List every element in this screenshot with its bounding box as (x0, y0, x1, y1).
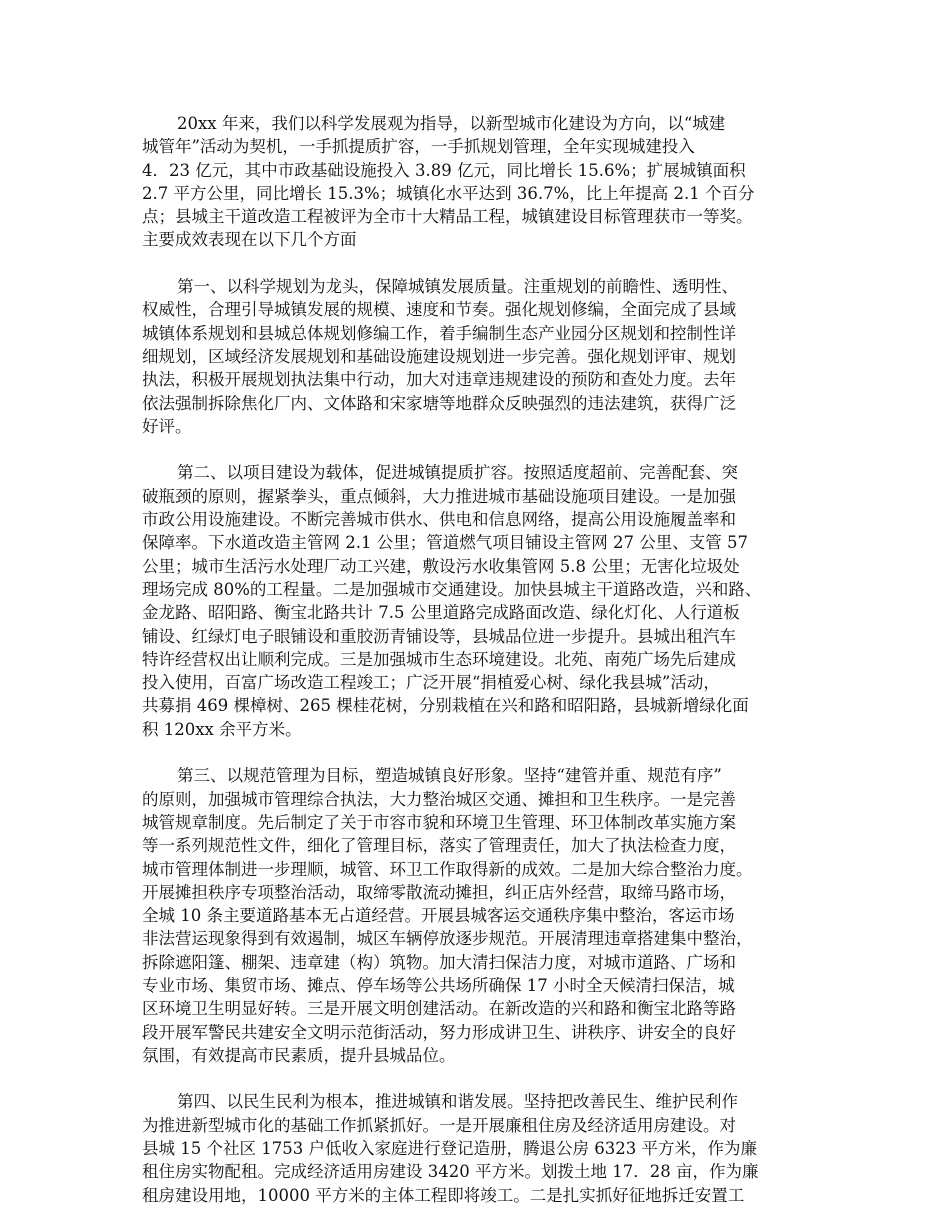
text-line: 租住房实物配租。完成经济适用房建设 3420 平方米。划拨土地 17．28 亩，作为廉 (142, 1162, 759, 1182)
paragraph (142, 461, 822, 741)
text-line: 非法营运现象得到有效遏制，城区车辆停放逐步规范。开展清理违章搭建集中整治， (142, 929, 753, 949)
text-line: 的原则，加强城市管理综合执法，大力整治城区交通、摊担和卫生秩序。一是完善 (142, 789, 736, 809)
text-line: 第四、以民生民利为根本，推进城镇和谐发展。坚持把改善民生、维护民利作 (177, 1092, 738, 1112)
text-line: 积 120xx 余平方米。 (142, 719, 302, 739)
text-line: 投入使用，百富广场改造工程竣工；广泛开展“捐植爱心树、绿化我县城”活动， (142, 673, 720, 693)
text-line: 理场完成 80%的工程量。二是加强城市交通建设。加快县城主干道路改造，兴和路、 (142, 579, 762, 599)
text-line: 点；县城主干道改造工程被评为全市十大精品工程，城镇建设目标管理获市一等奖。 (142, 207, 753, 227)
text-line: 县城 15 个社区 1753 户低收入家庭进行登记造册，腾退公房 6323 平方米，作为廉 (142, 1139, 757, 1159)
text-line: 4．23 亿元，其中市政基础设施投入 3.89 亿元，同比增长 15.6%；扩展城镇面积 (142, 160, 746, 180)
text-line: 城镇体系规划和县城总体规划修编工作，着手编制生态产业园分区规划和控制性详 (142, 323, 736, 343)
text-line: 专业市场、集贸市场、摊点、停车场等公共场所确保 17 小时全天候清扫保洁，城 (142, 975, 735, 995)
text-line: 铺设、红绿灯电子眼铺设和重胶沥青铺设等，县城品位进一步提升。县城出租汽车 (142, 626, 736, 646)
text-line: 特许经营权出让顺利完成。三是加强城市生态环境建设。北苑、南苑广场先后建成 (142, 649, 736, 669)
text-line: 保障率。下水道改造主管网 2.1 公里；管道燃气项目铺设主管网 27 公里、支管 57 (142, 533, 748, 553)
text-line: 第一、以科学规划为龙头，保障城镇发展质量。注重规划的前瞻性、透明性、 (177, 277, 738, 297)
text-line: 共募捐 469 棵樟树、265 棵桂花树，分别栽植在兴和路和昭阳路，县城新增绿化面 (142, 696, 749, 716)
paragraph (142, 1090, 822, 1206)
text-line: 城市管理体制进一步理顺，城管、环卫工作取得新的成效。二是加大综合整治力度。 (142, 859, 753, 879)
text-line: 第二、以项目建设为载体，促进城镇提质扩容。按照适度超前、完善配套、突 (177, 463, 738, 483)
text-line: 市政公用设施建设。不断完善城市供水、供电和信息网络，提高公用设施履盖率和 (142, 510, 736, 530)
text-line: 公里；城市生活污水处理厂动工兴建，敷设污水收集管网 5.8 公里；无害化垃圾处 (142, 556, 740, 576)
text-line: 氛围，有效提高市民素质，提升县城品位。 (142, 1045, 456, 1065)
text-line: 依法强制拆除焦化厂内、文体路和宋家塘等地群众反映强烈的违法建筑，获得广泛 (142, 393, 736, 413)
text-line: 为推进新型城市化的基础工作抓紧抓好。一是开展廉租住房及经济适用房建设。对 (142, 1115, 736, 1135)
text-line: 拆除遮阳篷、棚架、违章建（构）筑物。加大清扫保洁力度，对城市道路、广场和 (142, 952, 736, 972)
text-line: 第三、以规范管理为目标，塑造城镇良好形象。坚持“建管并重、规范有序” (177, 766, 722, 786)
text-line: 破瓶颈的原则，握紧拳头，重点倾斜，大力推进城市基础设施项目建设。一是加强 (142, 486, 736, 506)
text-line: 20xx 年来，我们以科学发展观为指导，以新型城市化建设为方向，以“城建 (177, 114, 726, 133)
paragraph (142, 275, 822, 438)
text-line: 城管规章制度。先后制定了关于市容市貌和环境卫生管理、环卫体制改革实施方案 (142, 812, 736, 832)
text-line: 执法，积极开展规划执法集中行动，加大对违章违规建设的预防和查处力度。去年 (142, 370, 736, 390)
text-line: 区环境卫生明显好转。三是开展文明创建活动。在新改造的兴和路和衡宝北路等路 (142, 999, 736, 1019)
text-line: 城管年”活动为契机，一手抓提质扩容，一手抓规划管理，全年实现城建投入 (142, 137, 695, 157)
paragraph (142, 764, 822, 1067)
text-line: 段开展军警民共建安全文明示范街活动，努力形成讲卫生、讲秩序、讲安全的良好 (142, 1022, 736, 1042)
text-line: 细规划，区域经济发展规划和基础设施建设规划进一步完善。强化规划评审、规划 (142, 346, 736, 366)
text-line: 权威性，合理引导城镇发展的规模、速度和节奏。强化规划修编，全面完成了县域 (142, 300, 736, 320)
text-line: 好评。 (142, 416, 192, 436)
text-line: 租房建设用地，10000 平方米的主体工程即将竣工。二是扎实抓好征地拆迁安置工 (142, 1185, 745, 1205)
text-line: 2.7 平方公里，同比增长 15.3%；城镇化水平达到 36.7%，比上年提高 2.1 个百分 (142, 183, 755, 203)
paragraph (142, 112, 822, 252)
text-line: 金龙路、昭阳路、衡宝北路共计 7.5 公里道路完成路面改造、绿化灯化、人行道板 (142, 603, 740, 623)
document-body (142, 112, 822, 1230)
text-line: 等一系列规范性文件，细化了管理目标，落实了管理责任，加大了执法检查力度， (142, 836, 736, 856)
text-line: 开展摊担秩序专项整治活动，取缔零散流动摊担，纠正店外经营，取缔马路市场， (142, 882, 736, 902)
text-line: 全城 10 条主要道路基本无占道经营。开展县城客运交通秩序集中整治，客运市场 (142, 906, 735, 926)
text-line: 主要成效表现在以下几个方面 (142, 230, 357, 250)
